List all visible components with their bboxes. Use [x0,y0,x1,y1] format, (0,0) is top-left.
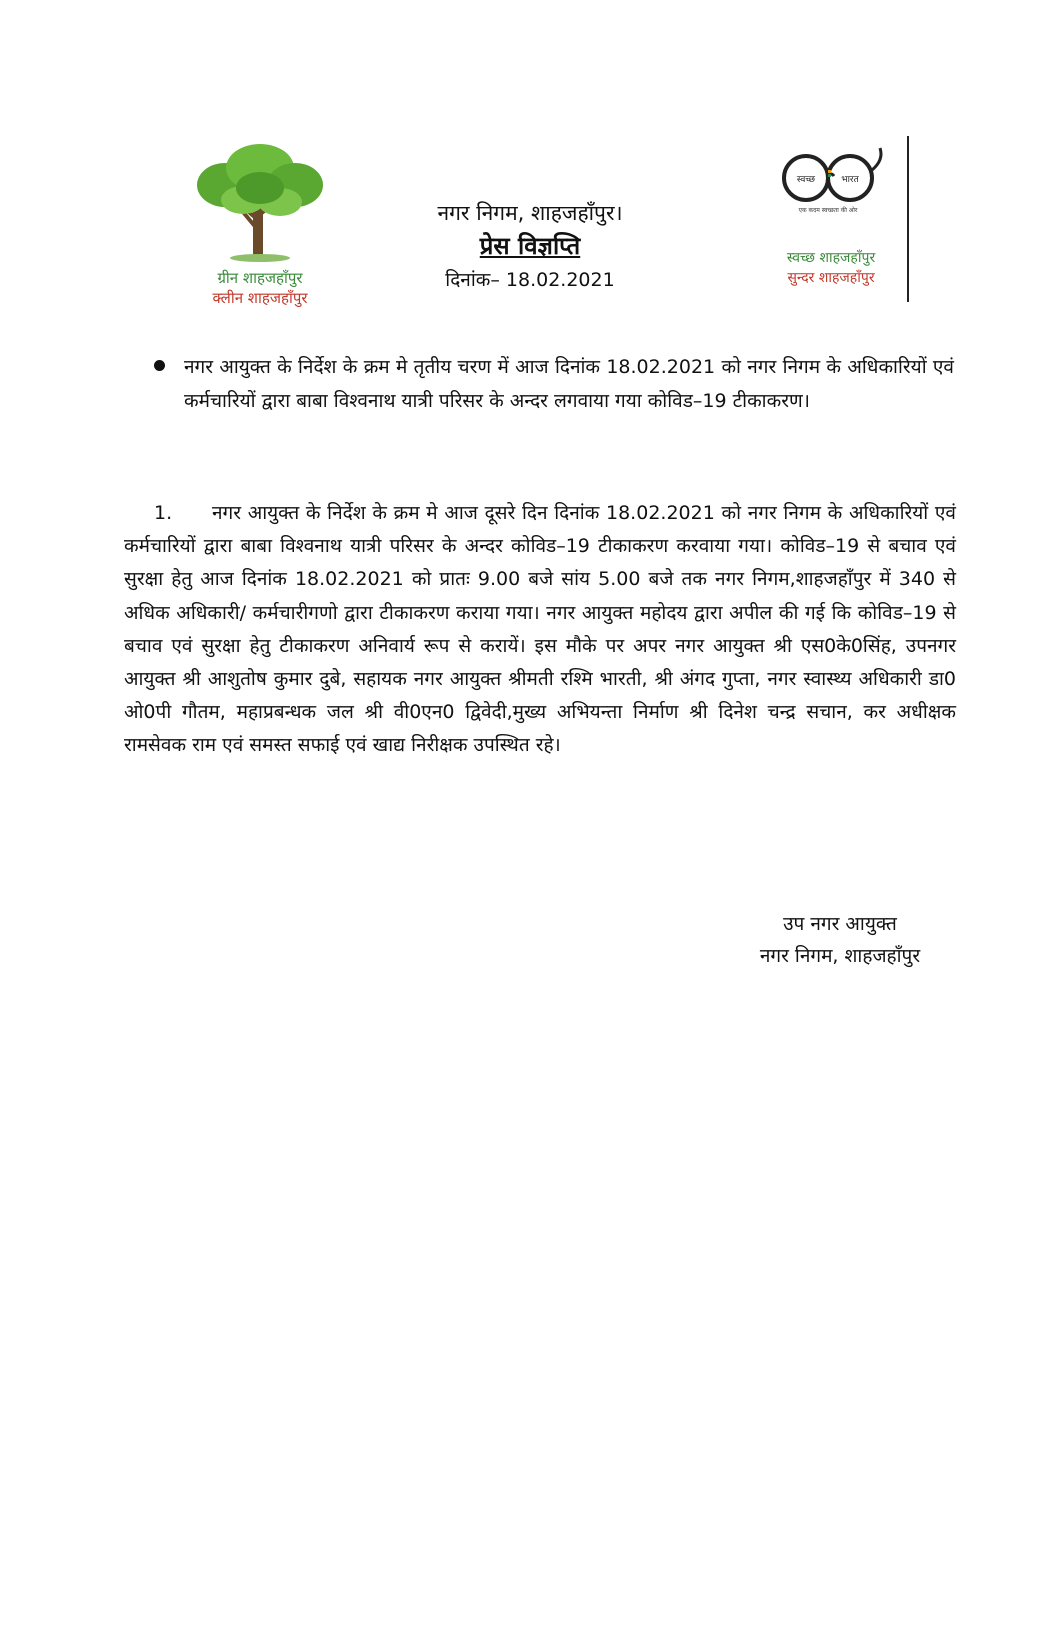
paragraph-text: नगर आयुक्त के निर्देश के क्रम मे आज दूसरे दिन दिनांक 18.02.2021 को नगर निगम के अधिकारियों एवं कर्मचारियों द्वारा बाबा विश्वनाथ यात्री परिसर के अन्दर कोविड–19 टीकाकरण करवाया गया। कोविड–19 से बचाव एवं सुरक्षा हेतु आज दिनांक 18.02.2021 को प्रातः 9.00 बजे सांय 5.00 बजे तक नगर निगम,शाहजहाँपुर में 340 से अधिक अधिकारी/ कर्मचारीगणो द्वारा टीकाकरण कराया गया। नगर आयुक्त महोदय द्वारा अपील की गई कि कोविड–19 से बचाव एवं सुरक्षा हेतु टीकाकरण अनिवार्य रूप से करायें। इस मौके पर अपर नगर आयुक्त श्री एस0के0सिंह, उपनगर आयुक्त श्री आशुतोष कुमार दुबे, सहायक नगर आयुक्त श्रीमती रश्मि भारती, श्री अंगद गुप्ता, नगर स्वास्थ्य अधिकारी डा0 ओ0पी गौतम, महाप्रबन्धक जल श्री वी0एन0 द्विवेदी,मुख्य अभियन्ता निर्माण श्री दिनेश चन्द्र सचान, कर अधीक्षक रामसेवक राम एवं समस्त सफाई एवं खाद्य निरीक्षक उपस्थित रहे। [124,502,956,757]
document-date: दिनांक– 18.02.2021 [445,269,615,291]
document-title: प्रेस विज्ञप्ति [479,232,581,260]
green-shahjahanpur-logo [185,140,335,310]
signature-block [740,908,940,972]
sundar-tagline: सुन्दर शाहजहाँपुर [787,270,875,286]
bullet-text: नगर आयुक्त के निर्देश के क्रम मे तृतीय चरण में आज दिनांक 18.02.2021 को नगर निगम के अधिकारियों एवं कर्मचारियों द्वारा बाबा विश्वनाथ यात्री परिसर के अन्दर लगवाया गया कोविड–19 टीकाकरण। [184,356,954,412]
logo-tagline-clean: क्लीन शाहजहाँपुर [212,289,308,307]
paragraph-number: 1. [154,502,173,524]
organization-name: नगर निगम, शाहजहाँपुर। [437,201,623,225]
gandhi-glasses-icon [776,140,886,220]
header-divider [907,136,909,302]
logo-right-word: भारत [841,175,859,185]
tree-icon [185,140,335,265]
bullet-paragraph [154,350,954,418]
signatory-designation: उप नगर आयुक्त [783,913,897,935]
document-header [380,198,680,296]
swachh-bharat-logo [776,140,886,300]
logo-small-tagline: एक कदम स्वच्छता की ओर [798,207,858,214]
signatory-office: नगर निगम, शाहजहाँपुर [759,945,921,967]
logo-tagline-green: ग्रीन शाहजहाँपुर [217,269,303,287]
logo-left-word: स्वच्छ [796,175,816,185]
numbered-paragraph [124,497,956,763]
bullet-icon [154,360,165,371]
swachh-tagline: स्वच्छ शाहजहाँपुर [786,250,876,266]
